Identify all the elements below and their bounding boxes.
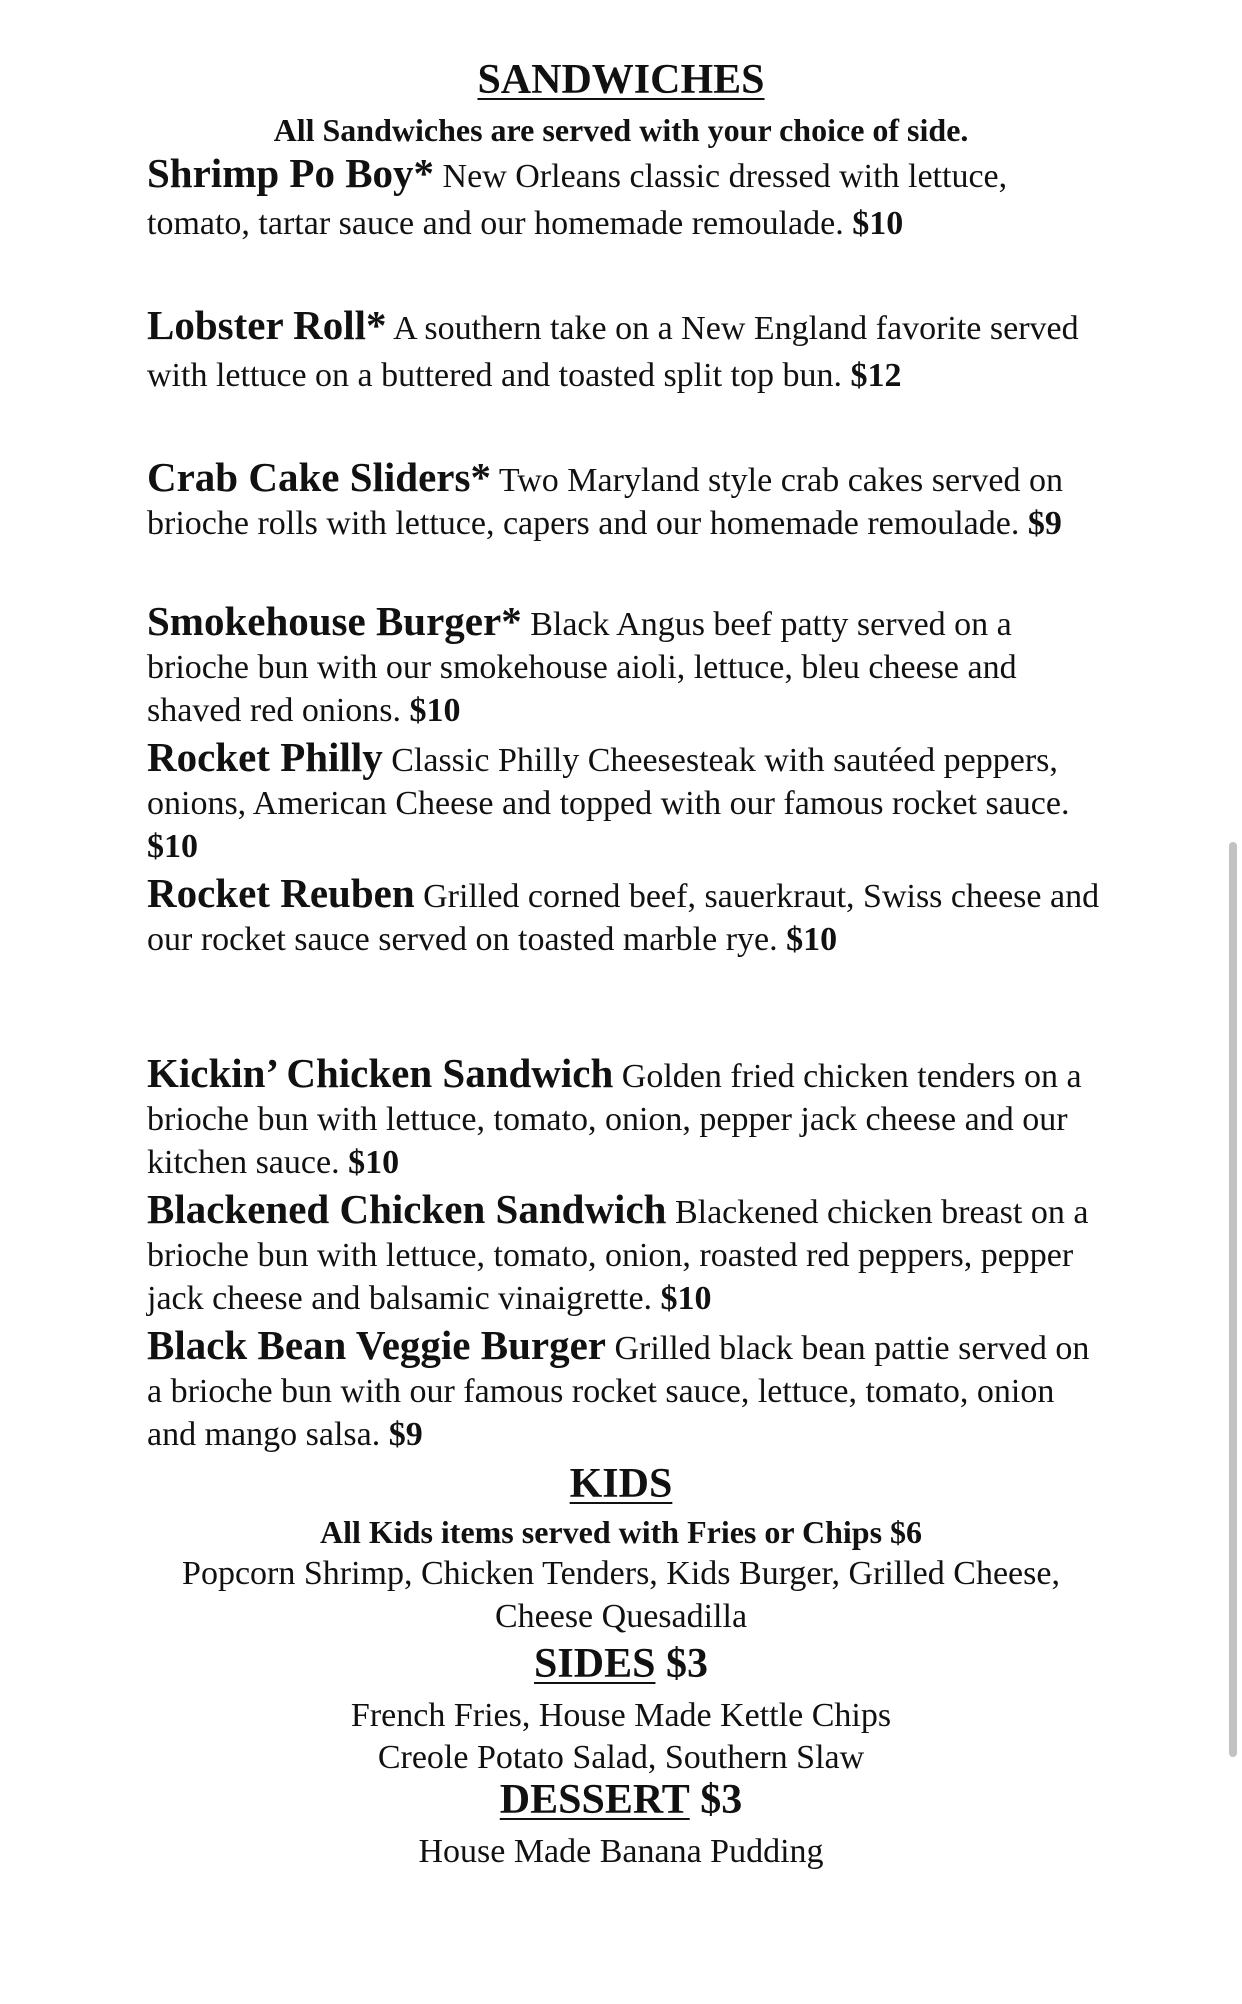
dessert-price: $3 bbox=[700, 1777, 743, 1823]
item-price: $9 bbox=[388, 1416, 423, 1453]
item-price: $10 bbox=[147, 828, 198, 865]
kids-heading: KIDS bbox=[569, 1461, 673, 1507]
sides-heading-row bbox=[0, 1640, 1242, 1688]
item-price: $12 bbox=[850, 357, 902, 394]
item-description: Grilled corned beef, sauerkraut, Swiss cheese and our rocket sauce served on toasted marble rye. bbox=[147, 878, 1100, 958]
menu-item bbox=[147, 456, 1107, 545]
sides-line: French Fries, House Made Kettle Chips bbox=[350, 1697, 892, 1734]
item-price: $10 bbox=[660, 1280, 712, 1317]
sides-heading: SIDES bbox=[534, 1641, 656, 1687]
item-price: $10 bbox=[409, 692, 461, 729]
menu-item bbox=[147, 600, 1107, 732]
item-description: Blackened chicken breast on a brioche bun with lettuce, tomato, onion, roasted red peppers, pepper jack cheese and balsamic vinaigrette. bbox=[147, 1194, 1089, 1317]
dessert-line: House Made Banana Pudding bbox=[418, 1833, 824, 1870]
item-name: Crab Cake Sliders* bbox=[147, 454, 491, 500]
item-price: $10 bbox=[852, 205, 904, 242]
menu-item bbox=[147, 1324, 1107, 1456]
item-name: Smokehouse Burger* bbox=[147, 598, 522, 644]
menu-item bbox=[147, 1052, 1107, 1184]
item-price: $10 bbox=[786, 921, 838, 958]
item-price: $10 bbox=[348, 1144, 400, 1181]
sides-line: Creole Potato Salad, Southern Slaw bbox=[377, 1739, 865, 1776]
item-description: Two Maryland style crab cakes served on brioche rolls with lettuce, capers and our homemade remoulade. bbox=[147, 462, 1063, 542]
vertical-scrollbar[interactable] bbox=[1229, 842, 1237, 1757]
item-description: Golden fried chicken tenders on a brioche bun with lettuce, tomato, onion, pepper jack cheese and our kitchen sauce. bbox=[147, 1058, 1082, 1181]
item-name: Black Bean Veggie Burger bbox=[147, 1322, 606, 1368]
menu-item bbox=[147, 150, 1107, 247]
sides-price: $3 bbox=[665, 1641, 708, 1687]
item-description: New Orleans classic dressed with lettuce, tomato, tartar sauce and our homemade remoulade. bbox=[147, 158, 1008, 242]
item-name: Kickin’ Chicken Sandwich bbox=[147, 1050, 614, 1096]
item-description: Grilled black bean pattie served on a brioche bun with our famous rocket sauce, lettuce, tomato, onion and mango salsa. bbox=[147, 1330, 1090, 1453]
item-name: Rocket Philly bbox=[147, 734, 383, 780]
menu-item bbox=[147, 872, 1107, 961]
sandwiches-note: All Sandwiches are served with your choice of side. bbox=[273, 112, 969, 148]
menu-item bbox=[147, 302, 1107, 399]
menu-item bbox=[147, 1188, 1107, 1320]
dessert-heading: DESSERT bbox=[499, 1777, 690, 1823]
item-name: Lobster Roll* bbox=[147, 302, 387, 348]
item-price: $9 bbox=[1027, 505, 1062, 542]
kids-note: All Kids items served with Fries or Chips $6 bbox=[319, 1514, 923, 1550]
dessert-heading-row bbox=[0, 1776, 1242, 1824]
item-description: Classic Philly Cheesesteak with sautéed peppers, onions, American Cheese and topped with our famous rocket sauce. bbox=[147, 742, 1070, 822]
item-name: Blackened Chicken Sandwich bbox=[147, 1186, 667, 1232]
item-description: Black Angus beef patty served on a brioche bun with our smokehouse aioli, lettuce, bleu cheese and shaved red onions. bbox=[147, 606, 1017, 729]
menu-item bbox=[147, 736, 1107, 868]
sandwiches-heading: SANDWICHES bbox=[477, 57, 765, 103]
kids-items-line: Cheese Quesadilla bbox=[494, 1598, 748, 1635]
item-name: Shrimp Po Boy* bbox=[147, 150, 435, 196]
kids-items-line: Popcorn Shrimp, Chicken Tenders, Kids Burger, Grilled Cheese, bbox=[182, 1555, 1060, 1592]
item-name: Rocket Reuben bbox=[147, 870, 415, 916]
item-description: A southern take on a New England favorite served with lettuce on a buttered and toasted split top bun. bbox=[147, 310, 1079, 394]
